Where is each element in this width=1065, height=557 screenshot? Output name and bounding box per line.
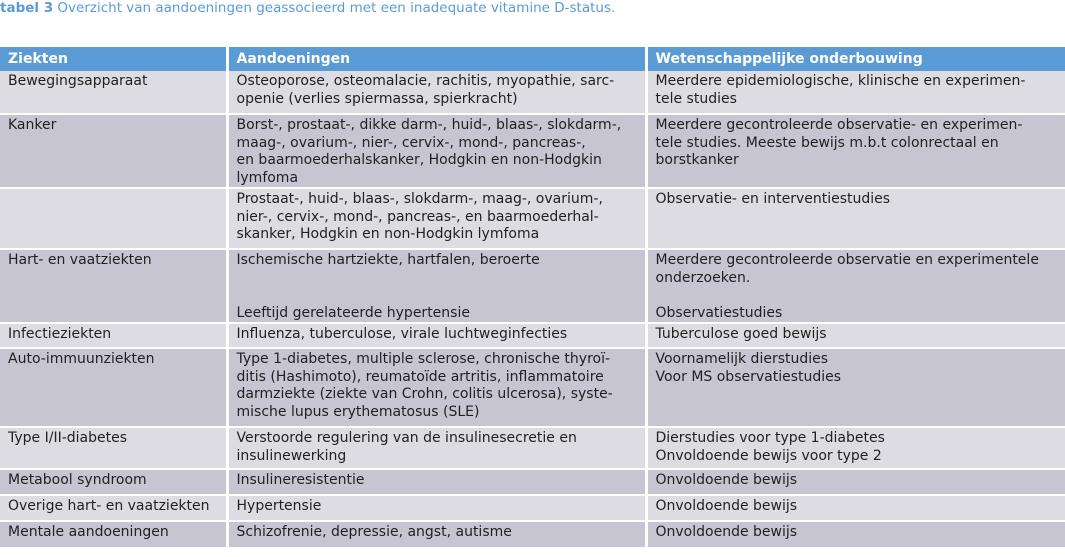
cell-conditions	[227, 114, 646, 188]
table-row	[0, 348, 1065, 427]
cell-disease	[0, 114, 227, 188]
cell-line: Voor MS observatiestudies	[655, 368, 842, 385]
cell-disease	[0, 521, 227, 547]
cell-conditions	[227, 495, 646, 521]
cell-line: Kanker	[8, 117, 57, 133]
cell-line: Onvoldoende bewijs	[655, 498, 798, 514]
cell-disease	[0, 427, 227, 469]
cell-disease	[0, 495, 227, 521]
cell-conditions	[227, 427, 646, 469]
cell-evidence	[646, 521, 1065, 547]
cell-line: Prostaat-, huid-, blaas-, slokdarm-, maag-, ovarium-,	[236, 191, 603, 207]
cell-conditions	[227, 188, 646, 249]
cell-line: Mentale aandoeningen	[8, 524, 169, 540]
cell-line: borstkanker	[655, 152, 739, 168]
cell-line: Hypertensie	[236, 498, 322, 514]
cell-conditions	[227, 71, 646, 114]
table-row	[0, 521, 1065, 547]
cell-line: insulinewerking	[236, 447, 347, 464]
cell-line: Onvoldoende bewijs	[655, 472, 798, 488]
cell-evidence	[646, 114, 1065, 188]
cell-evidence	[646, 249, 1065, 323]
cell-line: Overige hart- en vaatziekten	[8, 498, 210, 514]
cell-line	[237, 287, 641, 305]
cell-line: Onvoldoende bewijs voor type 2	[655, 447, 882, 464]
table-caption-text: Overzicht van aandoeningen geassocieerd met een inadequate vitamine D-status.	[57, 0, 616, 16]
cell-line: en baarmoederhalskanker, Hodgkin en non-Hodgkin	[236, 152, 602, 168]
cell-line: Voornamelijk dierstudies	[655, 351, 829, 367]
cell-line: Dierstudies voor type 1-diabetes	[655, 430, 885, 446]
cell-line: nier-, cervix-, mond-, pancreas-, en baarmoederhal-	[236, 208, 599, 225]
cell-line: Ischemische hartziekte, hartfalen, beroerte	[236, 252, 540, 268]
cell-disease	[0, 323, 227, 348]
table-row	[0, 249, 1065, 323]
cell-line	[656, 287, 1062, 305]
cell-line: mische lupus erythematosus (SLE)	[236, 403, 480, 420]
cell-line: Verstoorde regulering van de insulinesecretie en	[236, 430, 577, 446]
cell-conditions	[227, 469, 646, 495]
cell-evidence	[646, 71, 1065, 114]
cell-line: Osteoporose, osteomalacie, rachitis, myopathie, sarc-	[236, 73, 615, 89]
cell-line: onderzoeken.	[655, 269, 751, 286]
cell-disease	[0, 71, 227, 114]
cell-line: Meerdere gecontroleerde observatie- en experimen-	[655, 117, 1023, 133]
cell-line: Leeftijd gerelateerde hypertensie	[236, 304, 470, 321]
cell-line: ditis (Hashimoto), reumatoïde artritis, inflammatoire	[236, 368, 604, 385]
table-row	[0, 495, 1065, 521]
table-row	[0, 71, 1065, 114]
table-caption	[0, 0, 615, 16]
cell-line: Influenza, tuberculose, virale luchtweginfecties	[236, 326, 568, 342]
cell-disease	[0, 188, 227, 249]
table-number: tabel 3	[0, 0, 54, 16]
cell-line: Onvoldoende bewijs	[655, 524, 798, 540]
table-body	[0, 71, 1065, 547]
cell-line: Type 1-diabetes, multiple sclerose, chronische thyroï-	[236, 351, 611, 367]
cell-conditions	[227, 521, 646, 547]
cell-conditions	[227, 249, 646, 323]
cell-evidence	[646, 427, 1065, 469]
column-header-ziekten: Ziekten	[0, 47, 227, 71]
column-header-aandoeningen: Aandoeningen	[227, 47, 646, 71]
cell-line: Metabool syndroom	[8, 472, 147, 488]
cell-line: maag-, ovarium-, nier-, cervix-, mond-, pancreas-,	[236, 134, 586, 151]
cell-evidence	[646, 323, 1065, 348]
column-header-onderbouwing: Wetenschappelijke onderbouwing	[646, 47, 1065, 71]
table-row	[0, 427, 1065, 469]
cell-line: tele studies	[655, 90, 737, 107]
table-row	[0, 469, 1065, 495]
cell-line: Tuberculose goed bewijs	[655, 326, 827, 342]
cell-line: Schizofrenie, depressie, angst, autisme	[236, 524, 512, 540]
cell-line: darmziekte (ziekte van Crohn, colitis ulcerosa), syste-	[236, 386, 613, 402]
cell-line: Bewegingsapparaat	[8, 73, 148, 89]
cell-evidence	[646, 495, 1065, 521]
cell-line: Hart- en vaatziekten	[8, 252, 152, 268]
cell-evidence	[646, 188, 1065, 249]
cell-evidence	[646, 348, 1065, 427]
cell-line: Insulineresistentie	[236, 472, 365, 488]
cell-line: openie (verlies spiermassa, spierkracht)	[236, 90, 518, 107]
cell-line: Auto-immuunziekten	[8, 351, 155, 367]
conditions-table	[0, 47, 1065, 547]
cell-line: Infectieziekten	[8, 326, 112, 342]
cell-line: skanker, Hodgkin en non-Hodgkin lymfoma	[236, 226, 540, 242]
table-row	[0, 114, 1065, 188]
table-header-row	[0, 47, 1065, 71]
cell-line	[237, 270, 641, 288]
cell-line: Observatie- en interventiestudies	[655, 191, 891, 207]
cell-disease	[0, 249, 227, 323]
table-row	[0, 188, 1065, 249]
cell-line: Observatiestudies	[655, 304, 783, 321]
cell-evidence	[646, 469, 1065, 495]
cell-line: Borst-, prostaat-, dikke darm-, huid-, blaas-, slokdarm-,	[236, 117, 622, 133]
cell-line: Type I/II-diabetes	[8, 430, 128, 446]
cell-line: Meerdere epidemiologische, klinische en experimen-	[655, 73, 1026, 89]
cell-disease	[0, 348, 227, 427]
cell-conditions	[227, 348, 646, 427]
cell-line: Meerdere gecontroleerde observatie en experimentele	[655, 252, 1039, 268]
table-row	[0, 323, 1065, 348]
cell-line: tele studies. Meeste bewijs m.b.t colonrectaal en	[655, 134, 999, 151]
cell-disease	[0, 469, 227, 495]
cell-line: lymfoma	[236, 169, 299, 186]
cell-conditions	[227, 323, 646, 348]
